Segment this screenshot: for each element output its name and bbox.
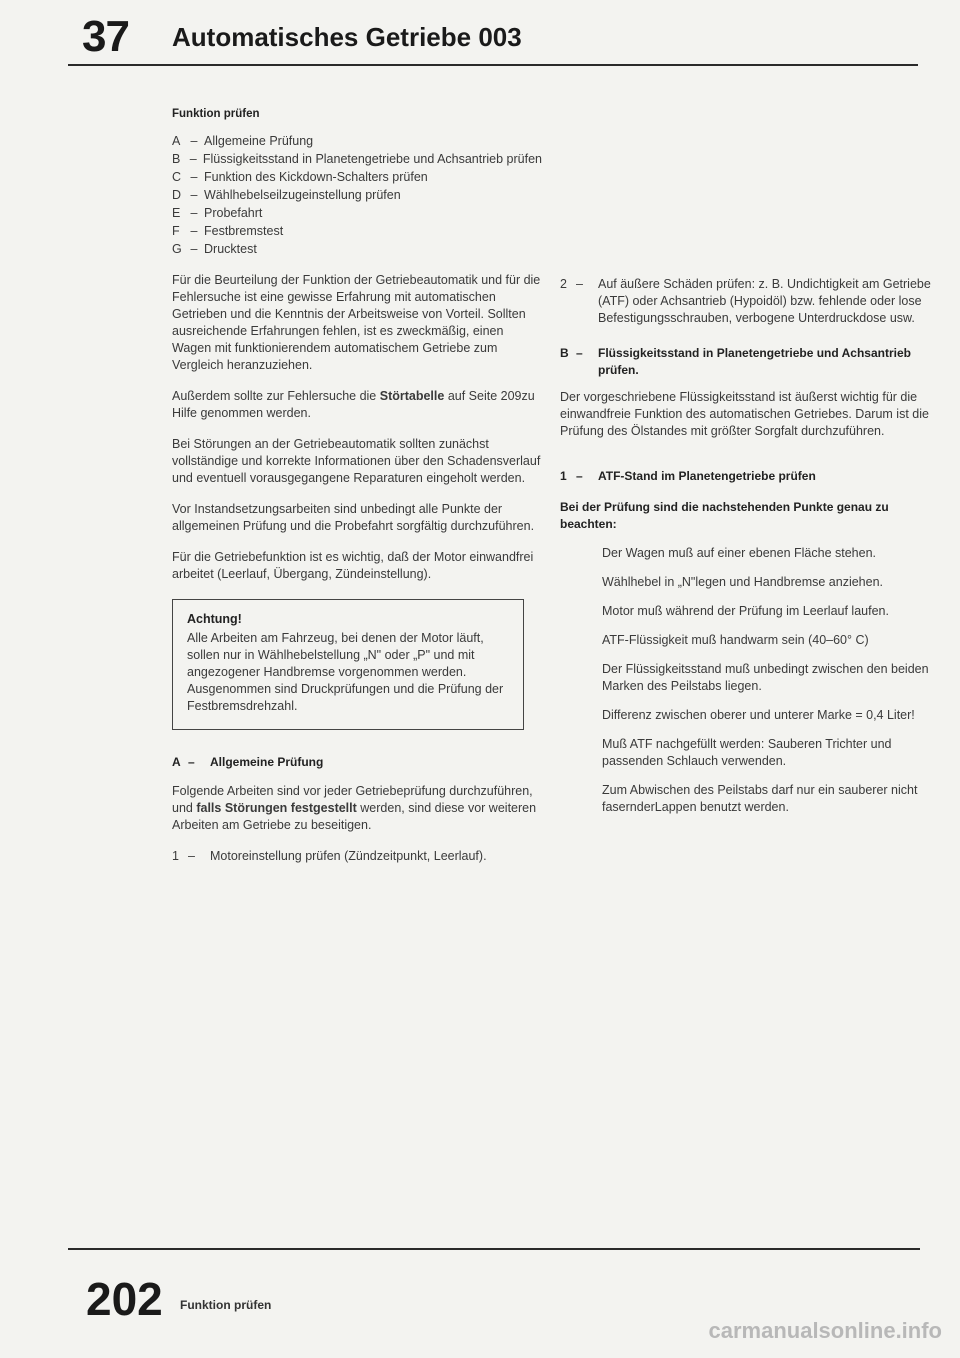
chapter-title: Automatisches Getriebe 003 bbox=[172, 22, 522, 52]
chapter-number: 37 bbox=[82, 12, 129, 61]
list-item: Wählhebel in „N"legen und Handbremse anziehen. bbox=[602, 575, 883, 589]
paragraph-engine: Für die Getriebefunktion ist es wichtig, daß der Motor einwandfrei arbeitet (Leerlauf, Übergang, Zündeinstellung). bbox=[172, 550, 534, 581]
section-title: Funktion prüfen bbox=[172, 108, 260, 120]
points-list bbox=[560, 545, 940, 816]
list-item: Motor muß während der Prüfung im Leerlauf laufen. bbox=[602, 604, 889, 618]
list-item: A – Allgemeine Prüfung bbox=[172, 134, 314, 148]
right-column bbox=[560, 276, 940, 816]
list-item: B – Flüssigkeitsstand in Planetengetriebe und Achsantrieb prüfen bbox=[172, 152, 542, 166]
list-item: Zum Abwischen des Peilstabs darf nur ein sauberer nicht fasernderLappen benutzt werden. bbox=[602, 783, 918, 814]
step-item: 2 – Auf äußere Schäden prüfen: z. B. Undichtigkeit am Getriebe (ATF) oder Achsantrieb (Hypoidöl) bzw. fehlende oder lose Befestigungsschrauben, verbogene Unterdruckdose usw. bbox=[560, 277, 931, 325]
footer-rule bbox=[68, 1248, 920, 1250]
header-rule bbox=[68, 64, 918, 66]
list-item: Differenz zwischen oberer und unterer Marke = 0,4 Liter! bbox=[602, 708, 915, 722]
list-item: ATF-Flüssigkeit muß handwarm sein (40–60° C) bbox=[602, 633, 869, 647]
footer-label: Funktion prüfen bbox=[180, 1298, 272, 1312]
note-bold: Bei der Prüfung sind die nachstehenden Punkte genau zu beachten: bbox=[560, 500, 889, 531]
warning-text: Alle Arbeiten am Fahrzeug, bei denen der Motor läuft, sollen nur in Wählhebelstellung „N" oder „P" und mit angezogener Handbremse vorgenommen werden. Ausgenommen sind Druckprüfungen und die Prüfung der Festbremsdrehzahl. bbox=[187, 631, 504, 713]
list-item: Der Flüssigkeitsstand muß unbedingt zwischen den beiden Marken des Peilstabs liegen. bbox=[602, 662, 929, 693]
list-item: G – Drucktest bbox=[172, 242, 257, 256]
paragraph-repair: Vor Instandsetzungsarbeiten sind unbedingt alle Punkte der allgemeinen Prüfung und die Probefahrt sorgfältig durchzuführen. bbox=[172, 502, 535, 533]
paragraph-fluid-level: Der vorgeschriebene Flüssigkeitsstand ist äußerst wichtig für die einwandfreie Funktion des automatischen Getriebes. Darum ist die Prüfung des Ölstandes mit größter Sorgfalt durchzuführen. bbox=[560, 390, 929, 438]
list-item: Muß ATF nachgefüllt werden: Sauberen Trichter und passenden Schlauch verwenden. bbox=[602, 737, 892, 768]
left-column bbox=[172, 108, 542, 865]
paragraph-intro: Für die Beurteilung der Funktion der Getriebeautomatik und für die Fehlersuche ist eine gewisse Erfahrung mit automatischen Getrieben und die Kenntnis der Arbeitsweise von Vorteil. Sollten ausreichende Erfahrungen fehlen, ist es zweckmäßig, einen Wagen mit funktionierendem automatischem Getriebe zum Vergleich heranzuziehen. bbox=[172, 273, 541, 372]
watermark-text: carmanualsonline.info bbox=[708, 1318, 942, 1343]
warning-box bbox=[172, 599, 524, 730]
paragraph-information: Bei Störungen an der Getriebeautomatik sollten zunächst vollständige und korrekte Informationen über den Schadensverlauf und eventuell vorausgegangene Reparaturen eingeholt werden. bbox=[172, 437, 541, 485]
list-item: Der Wagen muß auf einer ebenen Fläche stehen. bbox=[602, 546, 876, 560]
page-number: 202 bbox=[86, 1273, 163, 1325]
paragraph-fault-table: Außerdem sollte zur Fehlersuche die Störtabelle auf Seite 209zu Hilfe genommen werden. bbox=[172, 389, 535, 420]
list-item: E – Probefahrt bbox=[172, 206, 263, 220]
subsection-heading: B – Flüssigkeitsstand in Planetengetriebe und Achsantrieb prüfen. bbox=[560, 346, 911, 377]
subsection-heading: A – Allgemeine Prüfung bbox=[172, 755, 324, 769]
step-item: 1 – Motoreinstellung prüfen (Zündzeitpunkt, Leerlauf). bbox=[172, 849, 487, 863]
warning-title: Achtung! bbox=[187, 612, 242, 626]
list-item: C – Funktion des Kickdown-Schalters prüfen bbox=[172, 170, 428, 184]
check-list bbox=[172, 132, 542, 258]
step-heading: 1 – ATF-Stand im Planetengetriebe prüfen bbox=[560, 469, 816, 483]
list-item: D – Wählhebelseilzugeinstellung prüfen bbox=[172, 188, 401, 202]
paragraph-general-check: Folgende Arbeiten sind vor jeder Getriebeprüfung durchzuführen, und falls Störungen festgestellt werden, sind diese vor weiteren Arbeiten am Getriebe zu beseitigen. bbox=[172, 784, 537, 832]
list-item: F – Festbremstest bbox=[172, 224, 284, 238]
